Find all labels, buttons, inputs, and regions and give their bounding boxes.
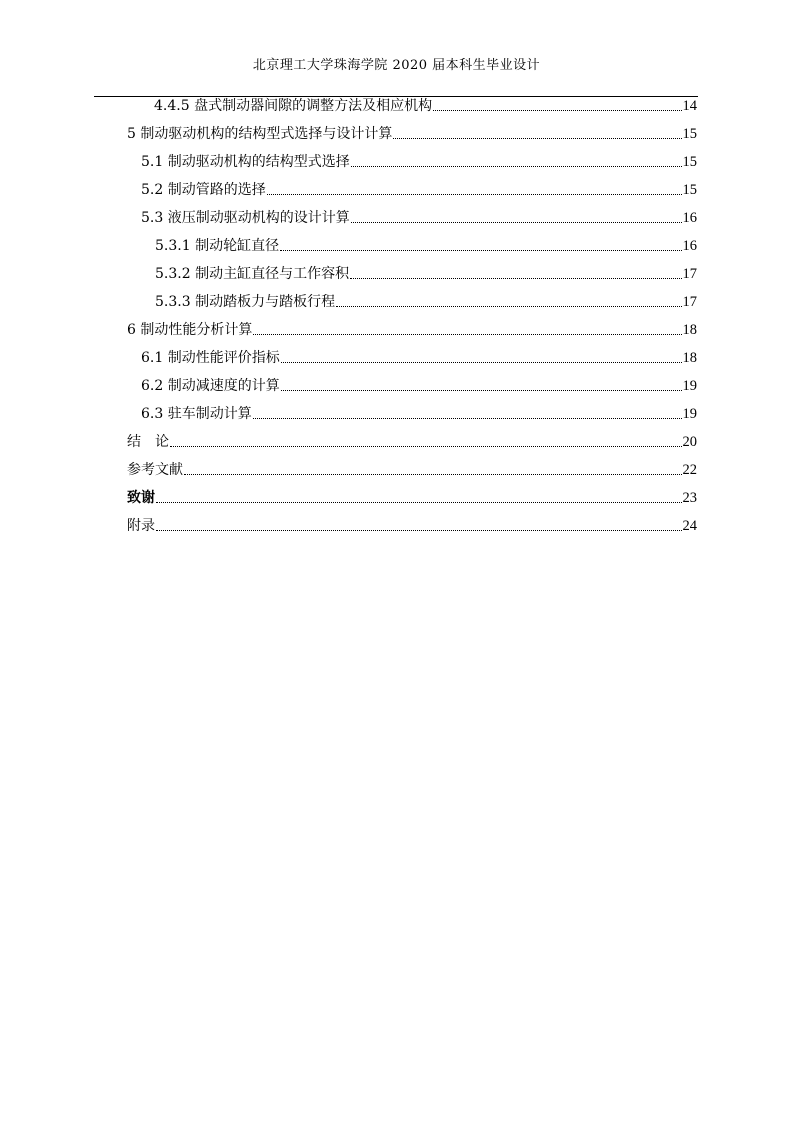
toc-dot-leader xyxy=(350,278,681,279)
toc-entry-title: 6 制动性能分析计算 xyxy=(127,322,253,338)
toc-entry-5-3-2[interactable] xyxy=(155,264,697,284)
toc-page-number: 17 xyxy=(682,266,697,282)
toc-page-number: 19 xyxy=(682,378,697,394)
toc-dot-leader xyxy=(280,250,681,251)
toc-entry-title: 致谢 xyxy=(127,490,155,506)
toc-page-number: 18 xyxy=(682,322,697,338)
toc-dot-leader xyxy=(393,138,681,139)
toc-entry-6-1[interactable] xyxy=(141,348,697,368)
toc-page-number: 16 xyxy=(682,238,697,254)
toc-entry-title: 5.3 液压制动驱动机构的设计计算 xyxy=(141,210,350,226)
toc-entry-acknowledgements[interactable] xyxy=(127,488,697,508)
toc-entry-title: 6.3 驻车制动计算 xyxy=(141,406,252,422)
toc-dot-leader xyxy=(184,474,682,475)
toc-dot-leader xyxy=(281,390,682,391)
toc-entry-5-3-1[interactable] xyxy=(155,236,697,256)
toc-page-number: 19 xyxy=(682,406,697,422)
toc-entry-title: 参考文献 xyxy=(127,462,183,478)
toc-entry-5[interactable] xyxy=(127,124,697,144)
toc-page-number: 14 xyxy=(682,98,697,114)
toc-entry-6[interactable] xyxy=(127,320,697,340)
toc-entry-title: 6.2 制动减速度的计算 xyxy=(141,378,280,394)
toc-page-number: 24 xyxy=(682,518,697,534)
toc-dot-leader xyxy=(351,166,682,167)
toc-entry-references[interactable] xyxy=(127,460,697,480)
toc-entry-title: 5 制动驱动机构的结构型式选择与设计计算 xyxy=(127,126,393,142)
toc-dot-leader xyxy=(336,306,681,307)
toc-entry-5-3-3[interactable] xyxy=(155,292,697,312)
toc-page-number: 23 xyxy=(682,490,697,506)
toc-page-number: 15 xyxy=(682,182,697,198)
toc-dot-leader xyxy=(281,362,682,363)
toc-entry-5-1[interactable] xyxy=(141,152,697,172)
toc-entry-title: 结 论 xyxy=(127,434,169,450)
toc-entry-title: 5.1 制动驱动机构的结构型式选择 xyxy=(141,154,350,170)
toc-dot-leader xyxy=(156,502,682,503)
toc-entry-5-2[interactable] xyxy=(141,180,697,200)
toc-entry-title: 5.3.1 制动轮缸直径 xyxy=(155,238,280,254)
toc-dot-leader xyxy=(433,110,681,111)
toc-dot-leader xyxy=(253,334,681,335)
toc-entry-title: 5.3.2 制动主缸直径与工作容积 xyxy=(155,266,350,282)
toc-dot-leader xyxy=(267,194,682,195)
toc-page-number: 22 xyxy=(682,462,697,478)
page-header: 北京理工大学珠海学院 2020 届本科生毕业设计 xyxy=(252,58,541,73)
toc-page-number: 16 xyxy=(682,210,697,226)
toc-page-number: 15 xyxy=(682,154,697,170)
toc-dot-leader xyxy=(156,530,682,531)
toc-entry-title: 6.1 制动性能评价指标 xyxy=(141,350,280,366)
toc-entry-title: 5.3.3 制动踏板力与踏板行程 xyxy=(155,294,336,310)
toc-page-number: 17 xyxy=(682,294,697,310)
toc-entry-title: 5.2 制动管路的选择 xyxy=(141,182,266,198)
toc-entry-conclusion[interactable] xyxy=(127,432,697,452)
toc-entry-title: 附录 xyxy=(127,518,155,534)
toc-entry-6-2[interactable] xyxy=(141,376,697,396)
toc-entry-title: 4.4.5 盘式制动器间隙的调整方法及相应机构 xyxy=(154,98,433,114)
toc-entry-4-4-5[interactable] xyxy=(154,96,697,116)
toc-entry-5-3[interactable] xyxy=(141,208,697,228)
toc-page-number: 15 xyxy=(682,126,697,142)
toc-dot-leader xyxy=(351,222,682,223)
toc-dot-leader xyxy=(253,418,682,419)
toc-entry-6-3[interactable] xyxy=(141,404,697,424)
toc-dot-leader xyxy=(170,446,682,447)
toc-entry-appendix[interactable] xyxy=(127,516,697,536)
toc-page-number: 18 xyxy=(682,350,697,366)
toc-page-number: 20 xyxy=(682,434,697,450)
